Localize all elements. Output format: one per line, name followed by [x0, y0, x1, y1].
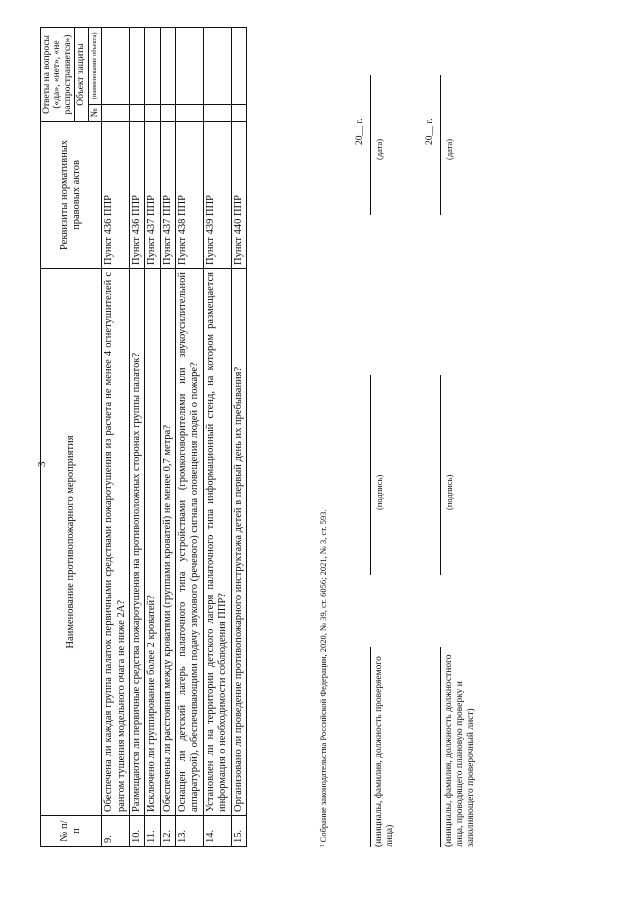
row-answer-object — [176, 28, 204, 105]
row-number: 12. — [160, 816, 175, 847]
row-measure-name: Исключено ли группирование более 2 кроватей? — [145, 269, 160, 816]
row-number: 13. — [176, 816, 204, 847]
row-requisite: Пункт 437 ППР — [145, 122, 160, 269]
header-protection-object: Объект защиты — [75, 28, 88, 122]
date-year-1: 20__ г. — [355, 118, 365, 145]
table-row — [145, 28, 160, 847]
row-requisite: Пункт 437 ППР — [160, 122, 175, 269]
header-number: № п/п — [41, 816, 102, 847]
row-number: 9. — [102, 816, 130, 847]
table-row — [129, 28, 144, 847]
row-answer-object — [145, 28, 160, 105]
signature-label-1: (инициалы, фамилия, должность проверяемого лица) — [374, 656, 395, 847]
row-answer-number — [176, 104, 204, 121]
signature-label-2: (инициалы, фамилия, должность должностного лица, проводящего плановую проверку и заполняющего проверочный лист) — [444, 654, 476, 847]
row-answer-object — [203, 28, 231, 105]
signature-line-name-2 — [440, 647, 441, 847]
row-measure-name: Организовано ли проведение противопожарного инструктажа детей в первый день их пребывания? — [231, 269, 246, 816]
row-answer-number — [129, 104, 144, 121]
row-requisite: Пункт 436 ППР — [102, 122, 130, 269]
row-requisite: Пункт 439 ППР — [203, 122, 231, 269]
row-answer-object — [160, 28, 175, 105]
signature-line-name-1 — [370, 647, 371, 847]
row-measure-name: Обеспечена ли каждая группа палаток первичными средствами пожаротушения из расчета не менее 4 огнетушителей с рангом тушения модельного очага не ниже 2А? — [102, 269, 130, 816]
date-caption-1: (дата) — [374, 138, 384, 160]
header-requisites: Реквизиты нормативных правовых актов — [41, 122, 102, 269]
row-number: 15. — [231, 816, 246, 847]
table-row — [203, 28, 231, 847]
row-answer-number — [145, 104, 160, 121]
row-number: 14. — [203, 816, 231, 847]
row-answer-object — [102, 28, 130, 105]
checklist-table — [40, 27, 247, 847]
row-answer-object — [231, 28, 246, 105]
header-object-number: № — [88, 104, 101, 121]
row-measure-name: Размещаются ли первичные средства пожаротушения на противоположных сторонах группы палаток? — [129, 269, 144, 816]
signature-line-sign-2 — [440, 375, 441, 575]
row-requisite: Пункт 440 ППР — [231, 122, 246, 269]
row-answer-number — [160, 104, 175, 121]
row-answer-number — [102, 104, 130, 121]
row-requisite: Пункт 438 ППР — [176, 122, 204, 269]
row-measure-name: Установлен ли на территории детского лагеря палаточного типа информационный стенд, на котором размещается информация о необходимости соблюдения ППР? — [203, 269, 231, 816]
table-row — [102, 28, 130, 847]
signature-caption-1: (подпись) — [374, 474, 384, 510]
header-answers: Ответы на вопросы («да», «нет», «не распространяется») — [41, 28, 75, 122]
header-object-name-note: (наименование объекта) — [88, 28, 101, 105]
page-number: 3 — [36, 461, 48, 467]
row-measure-name: Оснащен ли детский лагерь палаточного типа устройствами (громкоговорителями или звукоусилительной аппаратурой), обеспечивающими подачу звукового (речевого) сигнала оповещения людей о пожаре? — [176, 269, 204, 816]
signature-line-sign-1 — [370, 375, 371, 575]
footnote: ¹ Собрание законодательства Российской Федерации, 2020, № 39, ст. 6056; 2021, № 3, ст. 593. — [318, 509, 328, 847]
table-header-row — [41, 28, 75, 847]
date-caption-2: (дата) — [444, 138, 454, 160]
row-number: 10. — [129, 816, 144, 847]
date-line-1 — [370, 75, 371, 215]
date-line-2 — [440, 75, 441, 215]
signature-caption-2: (подпись) — [444, 474, 454, 510]
row-answer-number — [203, 104, 231, 121]
table-row — [160, 28, 175, 847]
date-year-2: 20__ г. — [425, 118, 435, 145]
row-answer-number — [231, 104, 246, 121]
row-number: 11. — [145, 816, 160, 847]
row-measure-name: Обеспечены ли расстояния между кроватями (группами кроватей) не менее 0,7 метра? — [160, 269, 175, 816]
row-requisite: Пункт 436 ППР — [129, 122, 144, 269]
table-row — [231, 28, 246, 847]
row-answer-object — [129, 28, 144, 105]
table-row — [176, 28, 204, 847]
header-measure-name: Наименование противопожарного мероприятия — [41, 269, 102, 816]
